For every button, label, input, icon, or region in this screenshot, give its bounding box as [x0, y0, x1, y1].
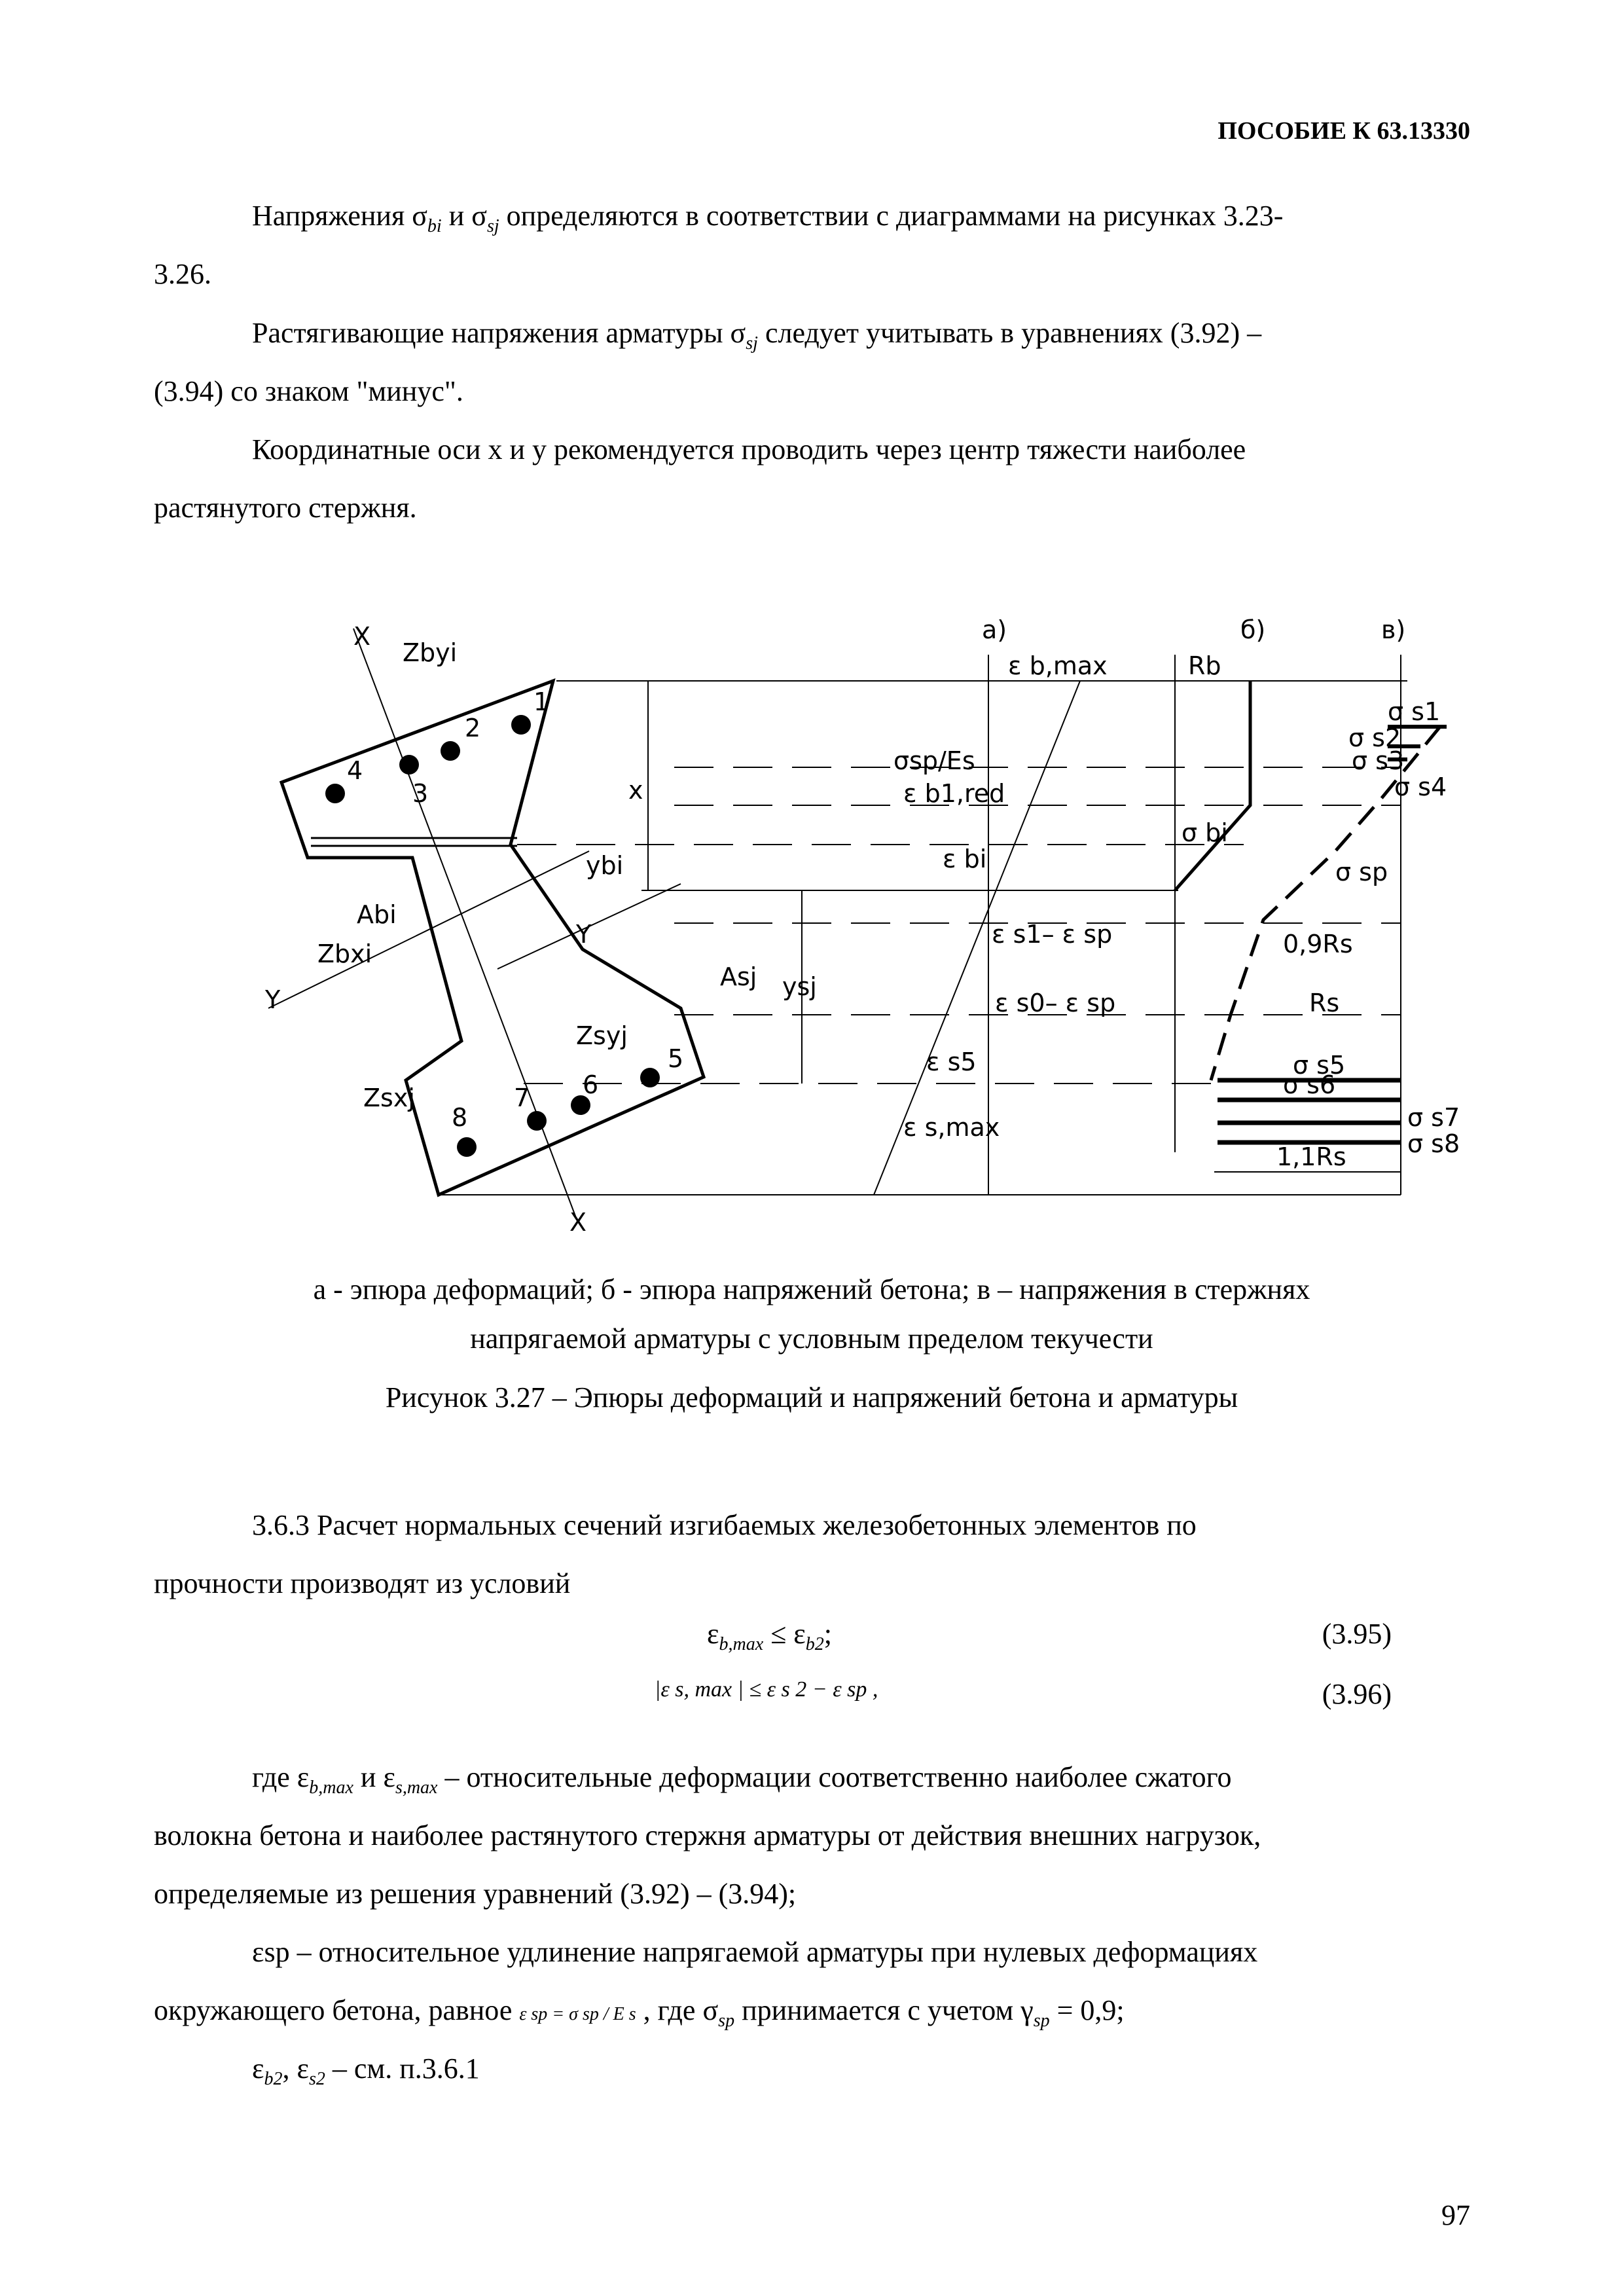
label-eps-bmax: ε b,max	[1008, 651, 1108, 680]
axis-y-right: Y	[576, 920, 592, 949]
bar-3	[399, 755, 419, 774]
label-zbyi: Zbyi	[403, 638, 458, 667]
axis-x-top: X	[353, 622, 371, 651]
label-eps-s5: ε s5	[926, 1048, 977, 1076]
num-7: 7	[514, 1084, 530, 1112]
label-b: б)	[1240, 615, 1266, 644]
label-eps-s0: ε s0– ε sp	[995, 989, 1116, 1017]
paragraph-1: Напряжения $\sigma_{bi}$ и $\sigma_{sj}$ определяются в соответствии с диаграммами на рисунках 3.23-	[252, 200, 1284, 236]
equation-3-95: $\varepsilon_{b,max} \le \varepsilon_{b2}$;	[707, 1618, 832, 1654]
label-v: в)	[1381, 615, 1406, 644]
label-sigma-s1: σ s1	[1388, 697, 1441, 726]
page-number: 97	[1441, 2199, 1470, 2231]
figure-title: Рисунок 3.27 – Эпюры деформаций и напряжений бетона и арматуры	[385, 1381, 1238, 1413]
equation-3-95-number: (3.95)	[1322, 1618, 1392, 1650]
document-header: ПОСОБИЕ К 63.13330	[1218, 117, 1470, 145]
axis-x-bottom: X	[569, 1208, 587, 1237]
paragraph-3: Координатные оси x и y рекомендуется проводить через центр тяжести наиболее	[252, 433, 1246, 465]
paragraph-4-line-2: прочности производят из условий	[154, 1567, 571, 1599]
label-eps-s1: ε s1– ε sp	[992, 920, 1113, 949]
bar-2	[441, 741, 460, 761]
dim-x: x	[628, 776, 643, 805]
figure-3-27	[0, 589, 1624, 1244]
bar-1	[511, 715, 531, 735]
label-sigma-s8: σ s8	[1407, 1129, 1460, 1158]
label-abi: Abi	[357, 900, 397, 929]
label-sigma-s4: σ s4	[1394, 773, 1447, 801]
label-ybi: ybi	[586, 851, 624, 880]
label-sigma-bi: σ bi	[1182, 818, 1228, 847]
num-4: 4	[347, 756, 363, 785]
label-zsyj: Zsyj	[576, 1021, 628, 1050]
paragraph-6-line-2: окружающего бетона, равное ε sp = σ sp / E s , где $\sigma_{sp}$ принимается с учетом $\gamma_{sp} = 0,9$;	[154, 1994, 1125, 2031]
label-sigma-s7: σ s7	[1407, 1103, 1460, 1132]
axis-y-left: Y	[265, 985, 281, 1014]
label-sigma-s3: σ s3	[1352, 746, 1405, 775]
paragraph-3-line-2: растянутого стержня.	[154, 492, 417, 524]
label-eps-smax: ε s,max	[903, 1113, 1000, 1142]
label-a: а)	[982, 615, 1007, 644]
equation-3-96-number: (3.96)	[1322, 1678, 1392, 1710]
label-sigma-s5: σ s5	[1293, 1051, 1346, 1080]
bar-8	[457, 1137, 477, 1157]
paragraph-5-line-2: волокна бетона и наиболее растянутого стержня арматуры от действия внешних нагрузок,	[154, 1819, 1261, 1851]
num-6: 6	[583, 1070, 599, 1099]
paragraph-1-line-2: 3.26.	[154, 258, 211, 290]
label-rb: Rb	[1188, 651, 1221, 680]
paragraph-2: Растягивающие напряжения арматуры $\sigma_{sj}$ следует учитывать в уравнениях (3.92) –	[252, 317, 1262, 354]
paragraph-4: 3.6.3 Расчет нормальных сечений изгибаемых железобетонных элементов по	[252, 1509, 1197, 1541]
label-asj: Asj	[720, 962, 757, 991]
label-rs: Rs	[1309, 989, 1340, 1017]
bar-7	[527, 1111, 547, 1131]
label-zbxi: Zbxi	[317, 939, 372, 968]
num-1: 1	[533, 687, 550, 716]
label-ysj: ysj	[782, 972, 817, 1001]
equation-3-96: |ε s, max | ≤ ε s 2 − ε sp ,	[655, 1677, 878, 1702]
label-eps-bi: ε bi	[943, 845, 987, 873]
paragraph-2-line-2: (3.94) со знаком "минус".	[154, 375, 463, 407]
caption-line-1: а - эпюра деформаций; б - эпюра напряжений бетона; в – напряжения в стержнях	[313, 1273, 1310, 1305]
paragraph-6: εsp – относительное удлинение напрягаемой арматуры при нулевых деформациях	[252, 1936, 1258, 1968]
label-sigma-s2: σ s2	[1348, 723, 1401, 752]
label-11rs: 1,1Rs	[1276, 1142, 1346, 1171]
label-sigsp-es: σsp/Es	[893, 746, 975, 775]
label-zsxj: Zsxj	[363, 1084, 415, 1112]
num-3: 3	[412, 779, 429, 808]
paragraph-5-line-3: определяемые из решения уравнений (3.92) – (3.94);	[154, 1878, 797, 1910]
paragraph-7: $\varepsilon_{b2}$, $\varepsilon_{s2}$ – см. п.3.6.1	[252, 2052, 480, 2089]
label-09rs: 0,9Rs	[1283, 930, 1353, 958]
bar-4	[325, 784, 345, 803]
num-8: 8	[452, 1103, 468, 1132]
caption-line-2: напрягаемой арматуры с условным пределом текучести	[470, 1322, 1153, 1355]
num-5: 5	[668, 1044, 684, 1073]
paragraph-5: где $\varepsilon_{b,max}$ и $\varepsilon_{s,max}$ – относительные деформации соответственно наиболее сжатого	[252, 1761, 1232, 1798]
num-2: 2	[465, 714, 481, 742]
bar-5	[640, 1068, 660, 1087]
label-eps-b1red: ε b1,red	[903, 779, 1005, 808]
label-sigma-sp: σ sp	[1335, 858, 1388, 886]
label-sigma-s6: σ s6	[1283, 1070, 1336, 1099]
